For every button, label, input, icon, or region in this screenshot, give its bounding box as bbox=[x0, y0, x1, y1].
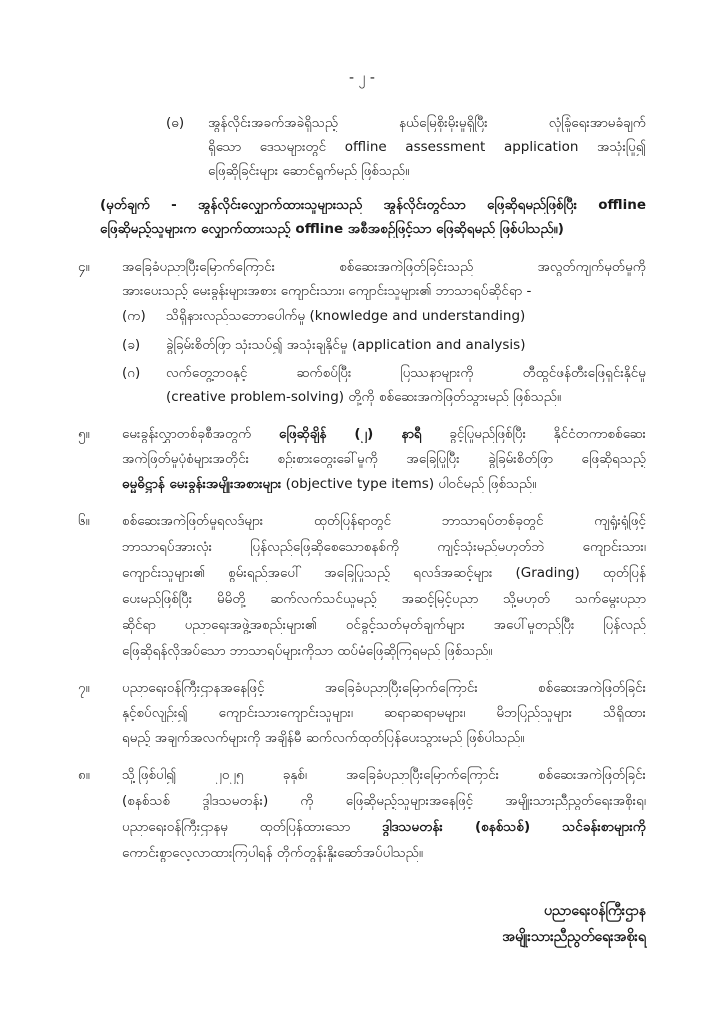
sub-item-marker: (က) bbox=[122, 308, 146, 324]
sub-item-marker: (ခ) bbox=[122, 337, 141, 353]
paragraph-number: ၄။ bbox=[78, 259, 90, 275]
sub-item-line: သိရှိနားလည်သဘောပေါက်မှု (knowledge and understanding) bbox=[166, 308, 526, 324]
page-number: - ၂ - bbox=[349, 70, 375, 86]
note-line: (မှတ်ချက် - အွန်လိုင်းလျှောက်ထားသူများသည် အွန်လိုင်းတွင်သာ ဖြေဆိုရမည်ဖြစ်ပြီး offline bbox=[100, 197, 646, 213]
note-line: ဖြေဆိုမည့်သူများက လျှောက်ထားသည့် offline အစီအစဉ်ဖြင့်သာ ဖြေဆိုရမည် ဖြစ်ပါသည်။) bbox=[100, 221, 564, 237]
item-line: ရှိသော ဒေသများတွင် offline assessment application အသုံးပြု၍ bbox=[208, 139, 646, 155]
paragraph-line: အခြေခံပညာပြီးမြောက်ကြောင်း စစ်ဆေးအကဲဖြတ်ခြင်းသည် အလွတ်ကျက်မှတ်မှုကို bbox=[122, 259, 646, 275]
paragraph-line: ပညာရေးဝန်ကြီးဌာနအနေဖြင့် အခြေခံပညာပြီးမြောက်ကြောင်း စစ်ဆေးအကဲဖြတ်ခြင်း bbox=[122, 680, 646, 696]
item-marker: (ဓ) bbox=[166, 115, 185, 131]
paragraph-line: စစ်ဆေးအကဲဖြတ်မှုရလဒ်များ ထုတ်ပြန်ရာတွင် ဘာသာရပ်တစ်ခုတွင် ကျရှုံးရုံဖြင့် bbox=[122, 513, 646, 529]
signature-ministry: ပညာရေးဝန်ကြီးဌာန bbox=[544, 903, 646, 919]
paragraph-line: မေးခွန်းလွှာတစ်ခုစီအတွက် ဖြေဆိုချိန် (၂) နာရီ ခွင့်ပြုမည်ဖြစ်ပြီး နိုင်ငံတကာစစ်ဆေး bbox=[122, 426, 646, 442]
paragraph-line: ဖြေဆိုရန်လိုအပ်သော ဘာသာရပ်များကိုသာ ထပ်မံဖြေဆိုကြရမည် ဖြစ်သည်။ bbox=[122, 643, 493, 659]
paragraph-line: ပညာရေးဝန်ကြီးဌာနမှ ထုတ်ပြန်ထားသော ဒွါဒသမတန်း (စနစ်သစ်) သင်ခန်းစာများကို bbox=[122, 819, 646, 835]
paragraph-line: အားပေးသည့် မေးခွန်းများအစား ကျောင်းသား၊ ကျောင်းသူများ၏ ဘာသာရပ်ဆိုင်ရာ - bbox=[122, 283, 532, 299]
item-line: အွန်လိုင်းအခက်အခဲရှိသည့် နယ်မြေစိုးမိုးမှုရှိပြီး လုံခြုံရေးအာမခံချက် bbox=[208, 115, 646, 131]
paragraph-number: ၅။ bbox=[78, 426, 90, 442]
item-line: ဖြေဆိုခြင်းများ ဆောင်ရွက်မည် ဖြစ်သည်။ bbox=[208, 163, 410, 179]
sub-item-marker: (ဂ) bbox=[122, 365, 141, 381]
paragraph-line: ဘာသာရပ်အားလုံး ပြန်လည်ဖြေဆိုစေသောစနစ်ကို ကျင့်သုံးမည်မဟုတ်ဘဲ ကျောင်းသား၊ bbox=[122, 539, 646, 555]
paragraph-number: ၈။ bbox=[78, 767, 90, 783]
paragraph-number: ၇။ bbox=[78, 680, 90, 696]
paragraph-number: ၆။ bbox=[78, 513, 90, 529]
paragraph-line: ရမည့် အချက်အလက်များကို အချိန်မီ ဆက်လက်ထုတ်ပြန်ပေးသွားမည် ဖြစ်ပါသည်။ bbox=[122, 730, 525, 746]
paragraph-line: ကျောင်းသူများ၏ စွမ်းရည်အပေါ် အခြေပြုသည့် ရလဒ်အဆင့်များ (Grading) ထုတ်ပြန် bbox=[122, 565, 646, 581]
paragraph-line: ပေးမည်ဖြစ်ပြီး မိမိတို့ ဆက်လက်သင်ယူမည့် အဆင့်မြင့်ပညာ သို့မဟုတ် သက်မွေးပညာ bbox=[122, 591, 646, 607]
signature-government: အမျိုးသားညီညွတ်ရေးအစိုးရ bbox=[502, 929, 646, 945]
paragraph-line: ဓမ္မဓိဋ္ဌာန် မေးခွန်းအမျိုးအစားများ (objective type items) ပါဝင်မည် ဖြစ်သည်။ bbox=[122, 476, 537, 492]
paragraph-line: (စနစ်သစ် ဒွါဒသမတန်း) ကို ဖြေဆိုမည့်သူများအနေဖြင့် အမျိုးသားညီညွတ်ရေးအစိုးရ၊ bbox=[122, 793, 646, 809]
paragraph-line: နှင့်စပ်လျဉ်း၍ ကျောင်းသားကျောင်းသူများ၊ ဆရာဆရာမများ၊ မိဘပြည်သူများ သိရှိထား bbox=[122, 705, 646, 721]
paragraph-line: ဆိုင်ရာ ပညာရေးအဖွဲ့အစည်းများ၏ ဝင်ခွင့်သတ်မှတ်ချက်များ အပေါ်မူတည်ပြီး ပြန်လည် bbox=[122, 617, 646, 633]
sub-item-line: လက်တွေ့ဘဝနှင့် ဆက်စပ်ပြီး ပြဿနာများကို တီထွင်ဖန်တီးဖြေရှင်းနိုင်မှု bbox=[166, 365, 646, 381]
paragraph-line: သို့ဖြစ်ပါ၍ ၂၀၂၅ ခုနှစ်၊ အခြေခံပညာပြီးမြောက်ကြောင်း စစ်ဆေးအကဲဖြတ်ခြင်း bbox=[122, 767, 646, 783]
paragraph-line: ကောင်းစွာလေ့လာထားကြပါရန် တိုက်တွန်းနှိုးဆော်အပ်ပါသည်။ bbox=[122, 845, 423, 861]
sub-item-line: (creative problem-solving) တို့ကို စစ်ဆေးအကဲဖြတ်သွားမည် ဖြစ်သည်။ bbox=[166, 389, 562, 405]
sub-item-line: ခွဲခြမ်းစိတ်ဖြာ သုံးသပ်၍ အသုံးချနိုင်မှု (application and analysis) bbox=[166, 337, 526, 353]
paragraph-line: အကဲဖြတ်မှုပုံစံများအတိုင်း စဉ်းစားတွေးခေါ်မှုကို အခြေပြုပြီး ခွဲခြမ်းစိတ်ဖြာ ဖြေဆိုရသည့် bbox=[122, 451, 646, 467]
